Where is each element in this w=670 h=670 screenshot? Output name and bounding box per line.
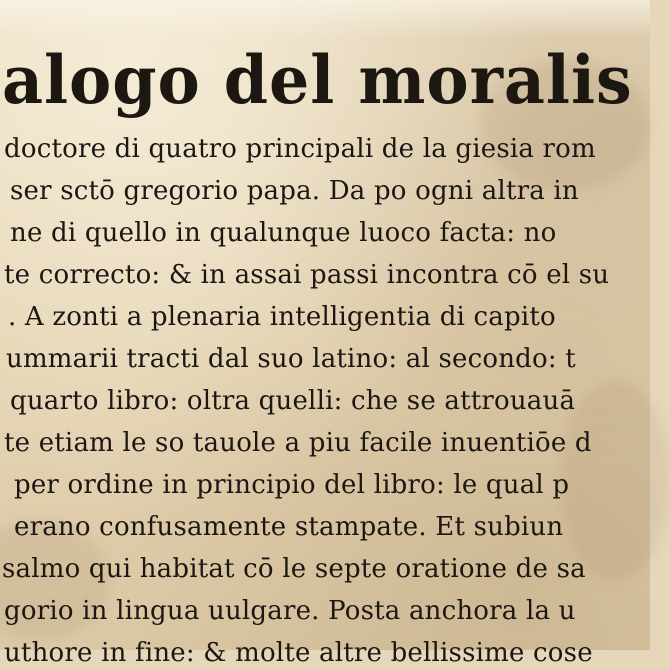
paper-stain <box>560 380 670 580</box>
text-line: . A zonti a plenaria intelligentia di capito <box>8 302 556 332</box>
text-line: ser sctō gregorio papa. Da po ogni altra in <box>10 176 579 206</box>
text-line: te correcto: & in assai passi incontra cō el su <box>4 260 610 290</box>
text-line: doctore di quatro principali de la giesia rom <box>4 134 596 164</box>
document-title: alogo del moralis <box>2 41 633 119</box>
text-line: te etiam le so tauole a piu facile inuentiōe d <box>4 428 592 458</box>
text-line: quarto libro: oltra quelli: che se attrouauā <box>10 386 576 416</box>
text-line: erano confusamente stampate. Et subiun <box>14 512 564 542</box>
text-line: ne di quello in qualunque luoco facta: no <box>10 218 557 248</box>
text-line: gorio in lingua uulgare. Posta anchora la u <box>4 596 576 626</box>
text-line: ummarii tracti dal suo latino: al secondo: t <box>6 344 576 374</box>
page-top-edge <box>0 0 650 38</box>
text-line: per ordine in principio del libro: le qual p <box>14 470 570 500</box>
text-line: salmo qui habitat cō le septe oratione de sa <box>2 554 586 584</box>
text-line: uthore in fine: & molte altre bellissime cose <box>4 638 593 668</box>
